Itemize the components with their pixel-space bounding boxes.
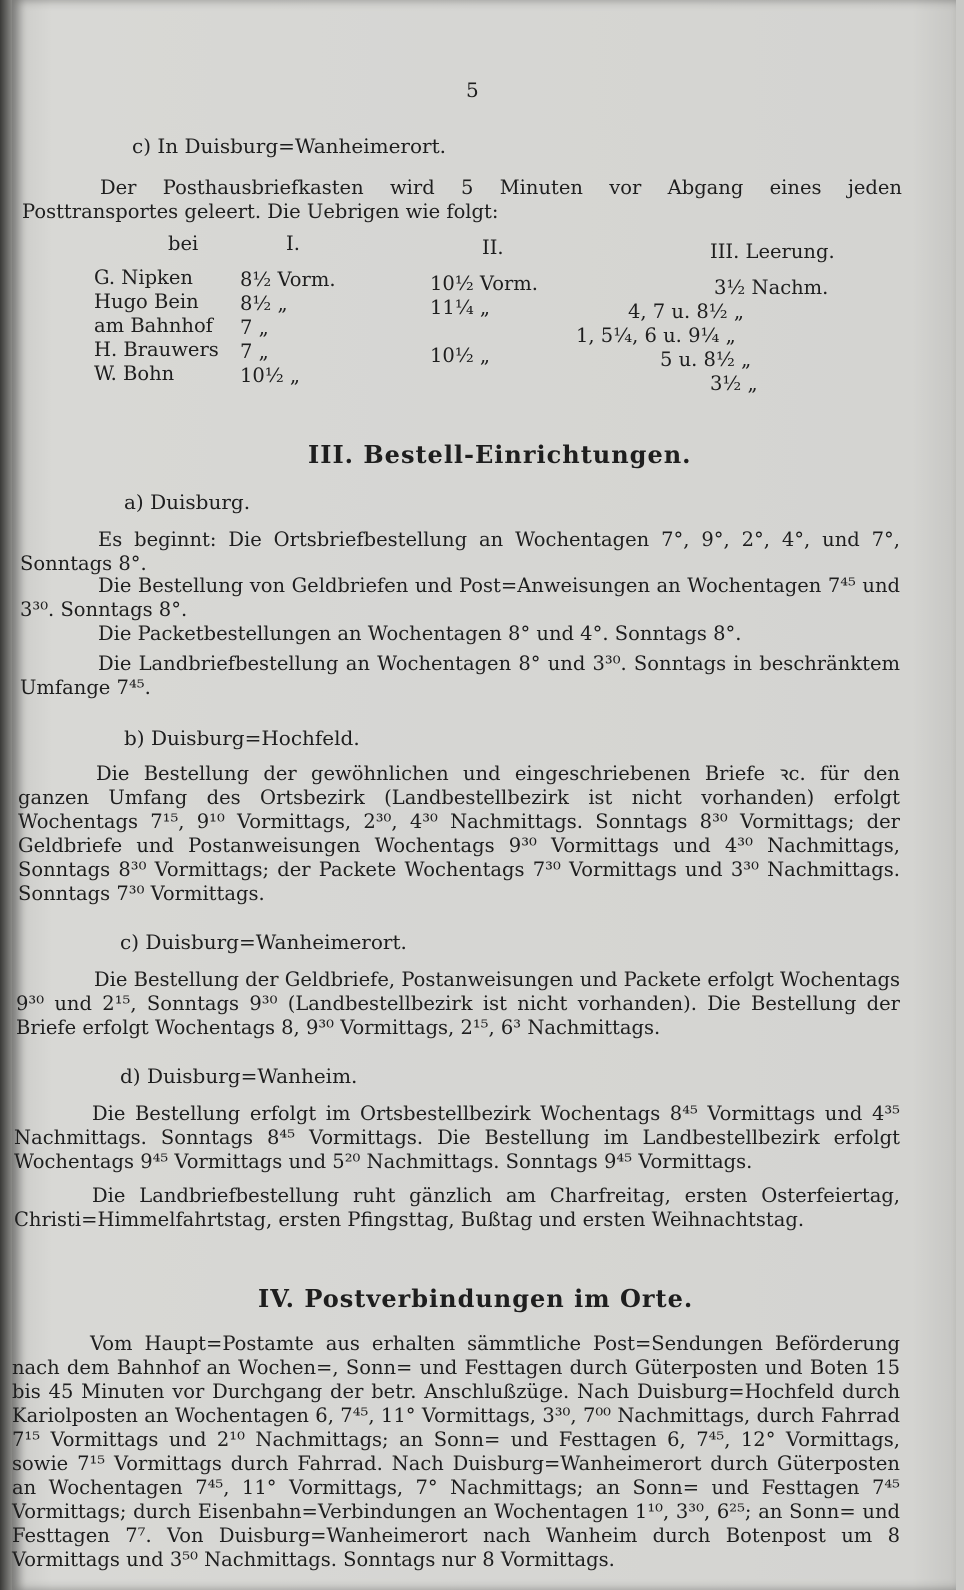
table-cell-name: W. Bohn [94,362,175,385]
table-cell: 3½ „ [710,372,758,395]
subsection-d-title: d) Duisburg=Wanheim. [120,1064,358,1088]
table-cell-name: Hugo Bein [94,290,199,313]
table-cell: 10½ „ [430,344,491,367]
document-page [12,0,956,1590]
section-iii-heading: III. Bestell-Einrichtungen. [308,440,692,469]
table-cell: 8½ Vorm. [240,268,336,291]
subsection-c-para-1: Die Bestellung der Geldbriefe, Postanweisungen und Packete erfolgt Wochentags 9³⁰ und 2¹⁵, Sonntags 9³⁰ (Landbestellbezirk ist nicht vorhanden). Die Bestellung der Briefe erfolgt Wochentags 8, 9³⁰ Vormittags, 2¹⁵, 6³ Nachmittags. [16,968,900,1039]
table-header: III. Leerung. [710,240,835,263]
table-cell: 1, 5¼, 6 u. 9¼ „ [576,324,736,347]
book-spine-shadow [0,0,12,1590]
section-c-intro: Der Posthausbriefkasten wird 5 Minuten vor Abgang eines jeden Posttransportes geleert. Die Uebrigen wie folgt: [22,176,902,223]
table-cell-name: am Bahnhof [94,314,213,337]
table-header: I. [286,232,300,255]
table-cell: 8½ „ [240,292,288,315]
section-iv-heading: IV. Postverbindungen im Orte. [258,1284,694,1313]
subsection-a-para-1: Es beginnt: Die Ortsbriefbestellung an Wochentagen 7°, 9°, 2°, 4°, und 7°, Sonntags 8°. [20,528,900,575]
table-cell: 10½ Vorm. [430,272,538,295]
subsection-d-para-1: Die Bestellung erfolgt im Ortsbestellbezirk Wochentags 8⁴⁵ Vormittags und 4³⁵ Nachmittags. Sonntags 8⁴⁵ Vormittags. Die Bestellung im Landbestellbezirk erfolgt Wochentags 9⁴⁵ Vormittags und 5²⁰ Nachmittags. Sonntags 9⁴⁵ Vormittags. [14,1102,900,1173]
page-number: 5 [466,78,479,102]
section-c-title: c) In Duisburg=Wanheimerort. [132,134,446,158]
table-cell: 10½ „ [240,364,301,387]
subsection-a-para-3: Die Packetbestellungen an Wochentagen 8° und 4°. Sonntags 8°. [98,622,742,645]
subsection-a-para-4: Die Landbriefbestellung an Wochentagen 8° und 3³⁰. Sonntags in beschränktem Umfange 7⁴⁵. [20,652,900,699]
subsection-c-title: c) Duisburg=Wanheimerort. [120,930,407,954]
table-cell-name: G. Nipken [94,266,193,289]
table-cell: 7 „ [240,340,269,363]
table-cell: 3½ Nachm. [714,276,829,299]
table-cell: 11¼ „ [430,296,491,319]
subsection-b-para-1: Die Bestellung der gewöhnlichen und eingeschriebenen Briefe ꝛc. für den ganzen Umfang des Ortsbezirk (Landbestellbezirk ist nicht vorhanden) erfolgt Wochentags 7¹⁵, 9¹⁰ Vormittags, 2³⁰, 4³⁰ Nachmittags. Sonntags 8³⁰ Vormittags; der Geldbriefe und Postanweisungen Wochentags 9³⁰ Vormittags und 4³⁰ Nachmittags, Sonntags 8³⁰ Vormittags; der Packete Wochentags 7³⁰ Vormittags und 3³⁰ Nachmittags. Sonntags 7³⁰ Vormittags. [18,762,900,905]
table-header: II. [482,236,504,259]
table-cell-name: H. Brauwers [94,338,219,361]
table-cell: 5 u. 8½ „ [660,348,752,371]
subsection-b-title: b) Duisburg=Hochfeld. [124,726,360,750]
section-iv-para-1: Vom Haupt=Postamte aus erhalten sämmtliche Post=Sendungen Beförderung nach dem Bahnhof an Wochen=, Sonn= und Festtagen durch Güterposten und Boten 15 bis 45 Minuten vor Durchgang der betr. Anschlußzüge. Nach Duisburg=Hochfeld durch Kariolposten an Wochentagen 6, 7⁴⁵, 11° Vormittags, 3³⁰, 7⁰⁰ Nachmittags, durch Fahrrad 7¹⁵ Vormittags und 2¹⁰ Nachmittags; an Sonn= und Festtagen 6, 7⁴⁵, 12° Vormittags, sowie 7¹⁵ Vormittags durch Fahrrad. Nach Duisburg=Wanheimerort durch Güterposten an Wochentagen 7⁴⁵, 11° Vormittags, 7° Nachmittags; an Sonn= und Festtagen 7⁴⁵ Vormittags; durch Eisenbahn=Verbindungen an Wochentagen 1¹⁰, 3³⁰, 6²⁵; an Sonn= und Festtagen 7⁷. Von Duisburg=Wanheimerort nach Wanheim durch Botenpost um 8 Vormittags und 3⁵⁰ Nachmittags. Sonntags nur 8 Vormittags. [12,1332,900,1571]
table-cell: 4, 7 u. 8½ „ [628,300,744,323]
subsection-d-para-2: Die Landbriefbestellung ruht gänzlich am Charfreitag, ersten Osterfeiertag, Christi=Himmelfahrtstag, ersten Pfingsttag, Bußtag und ersten Weihnachtstag. [14,1184,900,1231]
subsection-a-para-2: Die Bestellung von Geldbriefen und Post=Anweisungen an Wochentagen 7⁴⁵ und 3³⁰. Sonntags 8°. [20,574,900,621]
table-cell: 7 „ [240,316,269,339]
subsection-a-title: a) Duisburg. [124,490,251,514]
table-header: bei [168,232,199,255]
